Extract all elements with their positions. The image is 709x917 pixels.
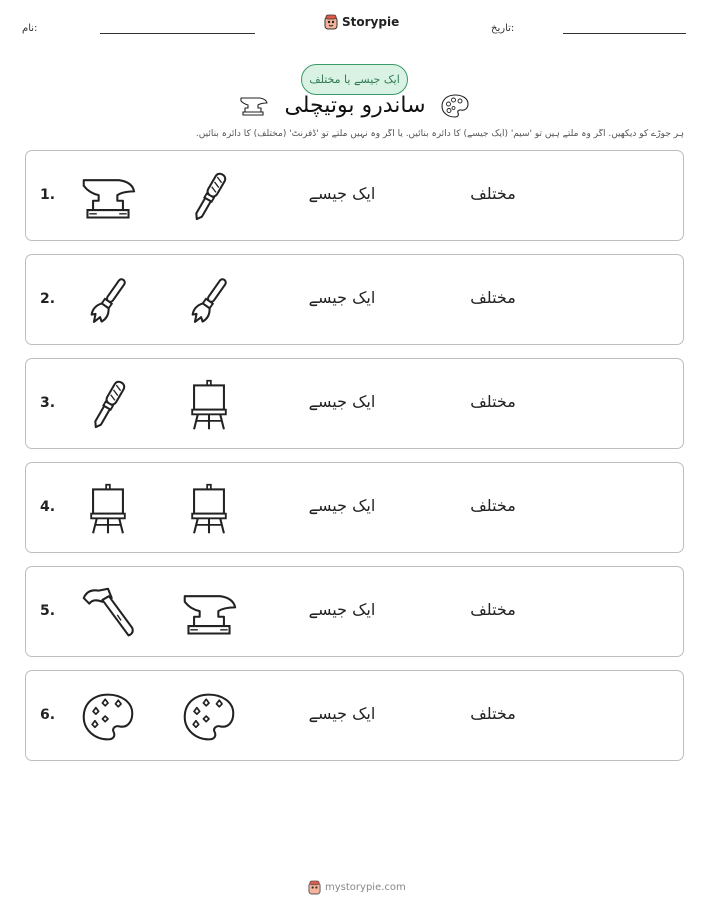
option-different[interactable]: مختلف (470, 184, 516, 203)
footer-url[interactable]: mystorypie.com (325, 882, 406, 893)
anvil-icon (181, 585, 237, 641)
palette-icon (440, 93, 470, 119)
row-number: 4. (40, 499, 56, 515)
row-number: 3. (40, 395, 56, 411)
paintbrush-icon (181, 273, 237, 329)
footer (308, 880, 406, 895)
exercise-row (25, 670, 684, 761)
easel-icon (80, 481, 136, 537)
palette-icon (181, 689, 237, 745)
chisel-icon (181, 169, 237, 225)
row-number: 1. (40, 187, 56, 203)
name-label: نام: (22, 23, 38, 34)
exercise-row (25, 566, 684, 657)
easel-icon (181, 377, 237, 433)
anvil-icon (80, 169, 136, 225)
worksheet-badge: ایک جیسے یا مختلف (301, 64, 408, 95)
option-same[interactable]: ایک جیسے (308, 496, 376, 515)
option-same[interactable]: ایک جیسے (308, 392, 376, 411)
option-same[interactable]: ایک جیسے (308, 600, 376, 619)
exercise-row (25, 150, 684, 241)
name-line[interactable] (100, 33, 255, 34)
palette-icon (80, 689, 136, 745)
storypie-mascot-icon (324, 14, 338, 30)
option-same[interactable]: ایک جیسے (308, 704, 376, 723)
date-label: تاریخ: (491, 23, 515, 34)
brand-logo (324, 14, 399, 30)
option-different[interactable]: مختلف (470, 392, 516, 411)
exercise-row (25, 462, 684, 553)
exercise-row (25, 358, 684, 449)
date-line[interactable] (563, 33, 686, 34)
easel-icon (181, 481, 237, 537)
option-different[interactable]: مختلف (470, 496, 516, 515)
option-same[interactable]: ایک جیسے (308, 184, 376, 203)
storypie-mascot-icon (308, 880, 321, 895)
brand-name: Storypie (342, 15, 400, 29)
row-number: 5. (40, 603, 56, 619)
row-number: 6. (40, 707, 56, 723)
hammer-icon (80, 585, 136, 641)
option-different[interactable]: مختلف (470, 600, 516, 619)
exercise-row (25, 254, 684, 345)
option-same[interactable]: ایک جیسے (308, 288, 376, 307)
page-title: ساندرو بوتیچلی (284, 93, 426, 118)
paintbrush-icon (80, 273, 136, 329)
instructions: ہر جوڑے کو دیکھیں. اگر وہ ملتے ہیں تو 'سیم' (ایک جیسے) کا دائرہ بنائیں. یا اگر وہ نہیں ملتے تو 'ڈفرنٹ' (مختلف) کا دائرہ بنائیں. (195, 129, 684, 139)
option-different[interactable]: مختلف (470, 288, 516, 307)
option-different[interactable]: مختلف (470, 704, 516, 723)
row-number: 2. (40, 291, 56, 307)
chisel-icon (80, 377, 136, 433)
